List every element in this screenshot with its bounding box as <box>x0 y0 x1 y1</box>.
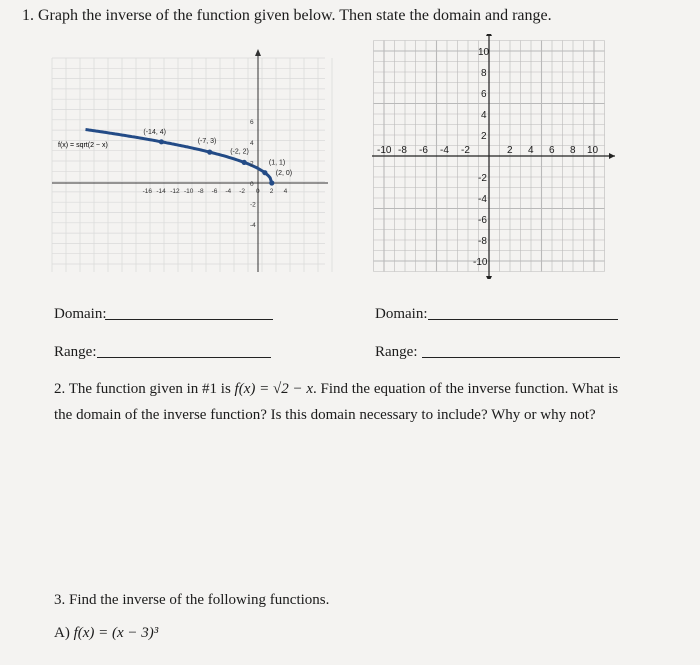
point-label: (-2, 2) <box>230 148 249 156</box>
point-marker <box>269 180 274 185</box>
range-right-blank[interactable] <box>422 357 620 358</box>
question-3-prompt: 3. Find the inverse of the following functions. <box>54 592 330 608</box>
x-tick-label: -6 <box>211 188 218 195</box>
right-graph[interactable] <box>372 34 627 279</box>
y-tick-label: 2 <box>250 160 254 168</box>
y-tick-label: -4 <box>478 194 487 205</box>
right-graph-axes <box>372 34 615 279</box>
point-label: (-7, 3) <box>197 138 217 146</box>
x-tick-label: -8 <box>398 145 407 156</box>
domain-left-label: Domain: <box>54 306 107 322</box>
question-2-line-2: the domain of the inverse function? Is this domain necessary to include? Why or why not? <box>54 407 596 423</box>
y-tick-label: 6 <box>250 119 254 127</box>
x-tick-label: 8 <box>570 145 576 156</box>
point-label: (2, 0) <box>275 170 293 177</box>
q2-text-after: . Find the equation of the inverse function. What is <box>313 381 619 397</box>
x-tick-label: -12 <box>170 188 180 195</box>
y-tick-label: -10 <box>473 257 488 268</box>
part-a-label: A) <box>54 625 74 641</box>
x-tick-label: 10 <box>587 145 599 156</box>
question-1-prompt: 1. Graph the inverse of the function given below. Then state the domain and range. <box>22 7 552 24</box>
point-marker <box>242 160 247 165</box>
question-3-part-a <box>54 623 158 645</box>
y-tick-label: -6 <box>478 215 487 226</box>
point-marker <box>207 150 212 155</box>
y-tick-label: -2 <box>250 201 256 209</box>
point-label: (-14, 4) <box>143 128 166 136</box>
x-tick-label: -16 <box>142 188 153 195</box>
y-tick-label: 8 <box>481 68 487 79</box>
y-tick-label: -2 <box>478 173 487 184</box>
x-tick-label: -2 <box>239 188 245 195</box>
y-tick-label: 10 <box>478 47 490 58</box>
y-tick-label: -4 <box>250 222 256 230</box>
x-tick-label: -14 <box>156 188 166 195</box>
range-right-label: Range: <box>375 344 418 360</box>
x-tick-label: 2 <box>507 145 513 156</box>
y-tick-label: 6 <box>481 89 487 100</box>
left-graph <box>40 40 340 280</box>
domain-right-blank[interactable] <box>428 319 618 320</box>
x-tick-label: -8 <box>197 188 204 195</box>
range-left-blank[interactable] <box>97 357 271 358</box>
q2-text-before: 2. The function given in #1 is <box>54 381 235 397</box>
x-tick-label: 4 <box>283 188 288 195</box>
domain-right-label: Domain: <box>375 306 428 322</box>
x-tick-label: -6 <box>419 145 428 156</box>
x-tick-label: 2 <box>269 188 274 195</box>
function-label: f(x) = sqrt(2 − x) <box>58 142 108 149</box>
x-tick-label: -10 <box>184 188 194 195</box>
point-marker <box>262 170 267 175</box>
x-tick-label: 6 <box>549 145 555 156</box>
range-left-label: Range: <box>54 344 97 360</box>
x-tick-label: 0 <box>256 188 260 195</box>
y-tick-label: 4 <box>250 139 254 147</box>
x-tick-label: -2 <box>461 145 470 156</box>
point-label: (1, 1) <box>268 159 286 167</box>
question-2 <box>54 379 674 401</box>
x-tick-label: -4 <box>440 145 449 156</box>
function-curve <box>86 130 272 184</box>
x-tick-label: 4 <box>528 145 534 156</box>
y-tick-label: 0 <box>250 181 254 188</box>
point-marker <box>159 139 164 144</box>
x-tick-label: -4 <box>225 188 232 195</box>
y-tick-label: 2 <box>481 131 487 142</box>
domain-left-blank[interactable] <box>105 319 273 320</box>
y-tick-label: 4 <box>481 110 487 121</box>
left-graph-grid <box>52 58 332 272</box>
q2-function: f(x) = √2 − x <box>234 381 313 397</box>
left-graph-axes <box>52 49 328 272</box>
y-tick-label: -8 <box>478 236 487 247</box>
part-a-expression: f(x) = (x − 3)³ <box>73 625 159 641</box>
x-tick-label: -10 <box>377 145 392 156</box>
